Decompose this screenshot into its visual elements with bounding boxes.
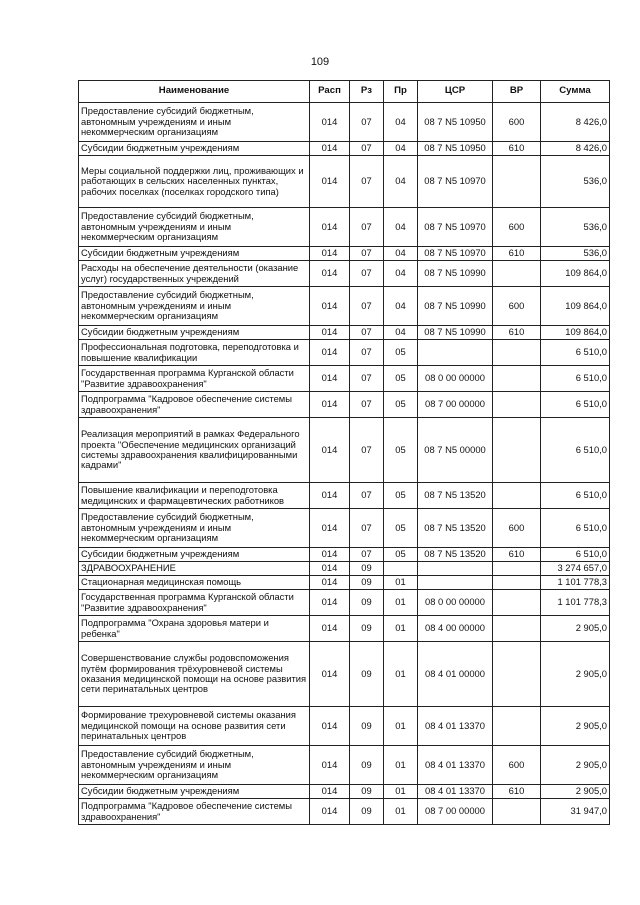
cell-sum: 6 510,0 [541, 418, 610, 483]
cell-rz: 07 [350, 548, 384, 562]
cell-rasp: 014 [310, 261, 350, 287]
cell-csr: 08 7 N5 13520 [418, 509, 493, 548]
cell-csr: 08 7 N5 10990 [418, 287, 493, 326]
cell-name: Субсидии бюджетным учреждениям [79, 326, 310, 340]
cell-csr: 08 4 00 00000 [418, 616, 493, 642]
cell-csr: 08 4 01 00000 [418, 642, 493, 707]
cell-rz: 07 [350, 287, 384, 326]
table-row [79, 746, 610, 785]
cell-vr [493, 799, 541, 825]
cell-pr: 05 [384, 392, 418, 418]
cell-vr: 610 [493, 142, 541, 156]
cell-name: Предоставление субсидий бюджетным, автономным учреждениям и иным некоммерческим организациям [79, 103, 310, 142]
cell-rasp: 014 [310, 707, 350, 746]
cell-rz: 09 [350, 616, 384, 642]
cell-name: Профессиональная подготовка, переподготовка и повышение квалификации [79, 340, 310, 366]
cell-vr [493, 642, 541, 707]
cell-csr [418, 576, 493, 590]
cell-name: Субсидии бюджетным учреждениям [79, 142, 310, 156]
cell-pr: 04 [384, 103, 418, 142]
cell-csr: 08 4 01 13370 [418, 785, 493, 799]
cell-pr: 01 [384, 799, 418, 825]
cell-sum: 536,0 [541, 208, 610, 247]
cell-rz: 09 [350, 785, 384, 799]
cell-sum: 8 426,0 [541, 142, 610, 156]
cell-vr [493, 366, 541, 392]
table-row [79, 642, 610, 707]
cell-sum: 2 905,0 [541, 746, 610, 785]
table-row [79, 392, 610, 418]
cell-csr [418, 340, 493, 366]
cell-rz: 07 [350, 156, 384, 208]
cell-name: Расходы на обеспечение деятельности (оказание услуг) государственных учреждений [79, 261, 310, 287]
cell-sum: 8 426,0 [541, 103, 610, 142]
cell-sum: 1 101 778,3 [541, 576, 610, 590]
cell-csr [418, 562, 493, 576]
cell-name: Стационарная медицинская помощь [79, 576, 310, 590]
table-row [79, 340, 610, 366]
cell-rz: 07 [350, 326, 384, 340]
cell-rasp: 014 [310, 746, 350, 785]
table-row [79, 576, 610, 590]
cell-rz: 09 [350, 799, 384, 825]
cell-rasp: 014 [310, 509, 350, 548]
table-row [79, 548, 610, 562]
cell-rz: 07 [350, 483, 384, 509]
cell-rz: 07 [350, 247, 384, 261]
cell-name: Формирование трехуровневой системы оказания медицинской помощи на основе развития сети перинатальных центров [79, 707, 310, 746]
table-row [79, 483, 610, 509]
cell-rasp: 014 [310, 418, 350, 483]
cell-name: Государственная программа Курганской области "Развитие здравоохранения" [79, 366, 310, 392]
table-row [79, 509, 610, 548]
cell-vr: 600 [493, 746, 541, 785]
cell-name: Предоставление субсидий бюджетным, автономным учреждениям и иным некоммерческим организациям [79, 208, 310, 247]
cell-sum: 1 101 778,3 [541, 590, 610, 616]
table-row [79, 590, 610, 616]
cell-csr: 08 4 01 13370 [418, 707, 493, 746]
cell-pr: 04 [384, 287, 418, 326]
table-row [79, 103, 610, 142]
cell-vr: 600 [493, 509, 541, 548]
table-row [79, 799, 610, 825]
cell-vr [493, 576, 541, 590]
cell-sum: 536,0 [541, 156, 610, 208]
cell-sum: 109 864,0 [541, 261, 610, 287]
cell-rz: 09 [350, 746, 384, 785]
cell-sum: 109 864,0 [541, 287, 610, 326]
budget-table [78, 80, 610, 825]
table-row [79, 247, 610, 261]
table-row [79, 562, 610, 576]
table-row [79, 156, 610, 208]
cell-pr: 05 [384, 418, 418, 483]
cell-vr [493, 483, 541, 509]
cell-vr [493, 616, 541, 642]
cell-vr [493, 562, 541, 576]
cell-csr: 08 0 00 00000 [418, 366, 493, 392]
header-vr: ВР [493, 81, 541, 103]
cell-pr: 01 [384, 746, 418, 785]
cell-name: Подпрограмма "Кадровое обеспечение системы здравоохранения" [79, 392, 310, 418]
cell-sum: 536,0 [541, 247, 610, 261]
cell-vr: 600 [493, 103, 541, 142]
header-sum: Сумма [541, 81, 610, 103]
header-rz: Рз [350, 81, 384, 103]
cell-csr: 08 7 N5 10990 [418, 326, 493, 340]
cell-pr: 05 [384, 340, 418, 366]
cell-name: Подпрограмма "Кадровое обеспечение системы здравоохранения" [79, 799, 310, 825]
table-row [79, 142, 610, 156]
cell-rasp: 014 [310, 799, 350, 825]
header-rasp: Расп [310, 81, 350, 103]
cell-name: Совершенствование службы родовспоможения путём формирования трёхуровневой системы оказания медицинской помощи на основе развития сети перинатальных центров [79, 642, 310, 707]
cell-name: Повышение квалификации и переподготовка медицинских и фармацевтических работников [79, 483, 310, 509]
cell-vr: 600 [493, 287, 541, 326]
cell-csr: 08 0 00 00000 [418, 590, 493, 616]
cell-vr: 610 [493, 785, 541, 799]
cell-vr [493, 590, 541, 616]
table-row [79, 707, 610, 746]
cell-csr: 08 7 N5 10970 [418, 156, 493, 208]
cell-rz: 09 [350, 590, 384, 616]
cell-csr: 08 7 00 00000 [418, 392, 493, 418]
cell-rasp: 014 [310, 483, 350, 509]
cell-rz: 07 [350, 103, 384, 142]
cell-rasp: 014 [310, 392, 350, 418]
cell-rasp: 014 [310, 616, 350, 642]
cell-vr [493, 340, 541, 366]
cell-name: ЗДРАВООХРАНЕНИЕ [79, 562, 310, 576]
cell-rz: 07 [350, 509, 384, 548]
cell-name: Предоставление субсидий бюджетным, автономным учреждениям и иным некоммерческим организациям [79, 509, 310, 548]
cell-csr: 08 7 N5 10970 [418, 247, 493, 261]
cell-rasp: 014 [310, 366, 350, 392]
cell-pr: 01 [384, 576, 418, 590]
cell-rasp: 014 [310, 785, 350, 799]
cell-rasp: 014 [310, 340, 350, 366]
cell-name: Меры социальной поддержки лиц, проживающих и работающих в сельских населенных пунктах, рабочих поселках (поселках городского типа) [79, 156, 310, 208]
cell-rz: 09 [350, 562, 384, 576]
cell-rasp: 014 [310, 642, 350, 707]
cell-sum: 6 510,0 [541, 509, 610, 548]
cell-pr: 01 [384, 707, 418, 746]
cell-name: Предоставление субсидий бюджетным, автономным учреждениям и иным некоммерческим организациям [79, 746, 310, 785]
cell-sum: 2 905,0 [541, 616, 610, 642]
cell-csr: 08 7 N5 13520 [418, 483, 493, 509]
cell-rasp: 014 [310, 287, 350, 326]
cell-vr: 610 [493, 247, 541, 261]
cell-rz: 09 [350, 642, 384, 707]
cell-pr: 05 [384, 509, 418, 548]
cell-rasp: 014 [310, 142, 350, 156]
cell-rz: 09 [350, 707, 384, 746]
table-row [79, 785, 610, 799]
cell-vr: 610 [493, 548, 541, 562]
cell-rz: 07 [350, 366, 384, 392]
cell-name: Подпрограмма "Охрана здоровья матери и ребенка" [79, 616, 310, 642]
table-row [79, 287, 610, 326]
cell-pr: 05 [384, 548, 418, 562]
cell-rasp: 014 [310, 576, 350, 590]
header-name: Наименование [79, 81, 310, 103]
cell-rasp: 014 [310, 247, 350, 261]
page-number: 109 [310, 56, 330, 68]
cell-rasp: 014 [310, 326, 350, 340]
cell-csr: 08 4 01 13370 [418, 746, 493, 785]
cell-sum: 6 510,0 [541, 340, 610, 366]
cell-csr: 08 7 N5 10990 [418, 261, 493, 287]
table-row [79, 261, 610, 287]
cell-sum: 6 510,0 [541, 548, 610, 562]
cell-vr [493, 418, 541, 483]
cell-csr: 08 7 00 00000 [418, 799, 493, 825]
cell-rasp: 014 [310, 548, 350, 562]
table-row [79, 326, 610, 340]
cell-name: Субсидии бюджетным учреждениям [79, 548, 310, 562]
cell-vr: 600 [493, 208, 541, 247]
cell-sum: 6 510,0 [541, 392, 610, 418]
cell-name: Реализация мероприятий в рамках Федерального проекта "Обеспечение медицинских организаций системы здравоохранения квалифицированными кадрами" [79, 418, 310, 483]
cell-vr: 610 [493, 326, 541, 340]
cell-vr [493, 707, 541, 746]
cell-pr: 04 [384, 326, 418, 340]
cell-rz: 07 [350, 142, 384, 156]
cell-csr: 08 7 N5 10970 [418, 208, 493, 247]
cell-rz: 07 [350, 392, 384, 418]
header-pr: Пр [384, 81, 418, 103]
cell-name: Государственная программа Курганской области "Развитие здравоохранения" [79, 590, 310, 616]
cell-name: Субсидии бюджетным учреждениям [79, 785, 310, 799]
cell-csr: 08 7 N5 10950 [418, 142, 493, 156]
cell-rz: 07 [350, 418, 384, 483]
cell-pr: 01 [384, 642, 418, 707]
cell-rasp: 014 [310, 562, 350, 576]
cell-sum: 2 905,0 [541, 642, 610, 707]
cell-rz: 09 [350, 576, 384, 590]
cell-sum: 6 510,0 [541, 366, 610, 392]
cell-rasp: 014 [310, 590, 350, 616]
cell-sum: 2 905,0 [541, 785, 610, 799]
cell-sum: 2 905,0 [541, 707, 610, 746]
table-row [79, 418, 610, 483]
table-header-row [79, 81, 610, 103]
cell-pr: 01 [384, 785, 418, 799]
cell-pr: 01 [384, 616, 418, 642]
cell-pr: 05 [384, 366, 418, 392]
cell-sum: 31 947,0 [541, 799, 610, 825]
cell-rz: 07 [350, 340, 384, 366]
cell-rz: 07 [350, 261, 384, 287]
cell-sum: 3 274 657,0 [541, 562, 610, 576]
cell-sum: 6 510,0 [541, 483, 610, 509]
cell-pr: 04 [384, 156, 418, 208]
table-row [79, 616, 610, 642]
cell-sum: 109 864,0 [541, 326, 610, 340]
cell-pr: 04 [384, 247, 418, 261]
cell-vr [493, 156, 541, 208]
cell-vr [493, 261, 541, 287]
cell-csr: 08 7 N5 00000 [418, 418, 493, 483]
cell-rasp: 014 [310, 208, 350, 247]
cell-pr: 05 [384, 483, 418, 509]
cell-rz: 07 [350, 208, 384, 247]
cell-rasp: 014 [310, 156, 350, 208]
cell-pr [384, 562, 418, 576]
cell-pr: 04 [384, 261, 418, 287]
cell-pr: 01 [384, 590, 418, 616]
cell-vr [493, 392, 541, 418]
cell-name: Предоставление субсидий бюджетным, автономным учреждениям и иным некоммерческим организациям [79, 287, 310, 326]
table-row [79, 366, 610, 392]
cell-rasp: 014 [310, 103, 350, 142]
cell-csr: 08 7 N5 10950 [418, 103, 493, 142]
cell-pr: 04 [384, 142, 418, 156]
header-csr: ЦСР [418, 81, 493, 103]
cell-name: Субсидии бюджетным учреждениям [79, 247, 310, 261]
cell-csr: 08 7 N5 13520 [418, 548, 493, 562]
cell-pr: 04 [384, 208, 418, 247]
table-row [79, 208, 610, 247]
